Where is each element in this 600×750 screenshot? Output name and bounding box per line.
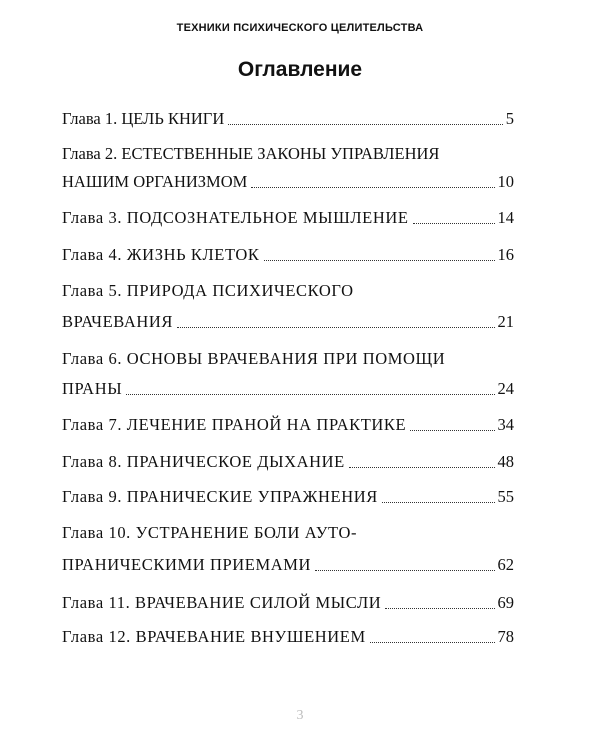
toc-chapter-label: Глава 11. <box>62 593 131 612</box>
toc-leader-dots <box>126 394 494 395</box>
toc-chapter-label: Глава 4. <box>62 245 123 264</box>
toc-entry-chapter-3[interactable] <box>62 206 514 230</box>
toc-chapter-title: ЛЕЧЕНИЕ ПРАНОЙ НА ПРАКТИКЕ <box>126 415 407 434</box>
toc-entry-chapter-5-continued[interactable] <box>62 310 514 334</box>
toc-entry-chapter-5[interactable] <box>62 279 514 303</box>
toc-chapter-title: ПРИРОДА ПСИХИЧЕСКОГО <box>126 281 354 300</box>
toc-chapter-label: Глава 12. <box>62 627 131 646</box>
toc-entry-chapter-2[interactable] <box>62 142 514 166</box>
toc-leader-dots <box>264 260 495 261</box>
toc-entry-chapter-10-continued[interactable] <box>62 553 514 577</box>
toc-entry-chapter-6-continued[interactable] <box>62 377 514 401</box>
toc-leader-dots <box>315 570 494 571</box>
toc-chapter-title: УСТРАНЕНИЕ БОЛИ АУТО- <box>135 523 358 542</box>
toc-chapter-title: ВРАЧЕВАНИЕ ВНУШЕНИЕМ <box>135 627 366 646</box>
toc-leader-dots <box>228 124 503 125</box>
toc-page-number: 55 <box>497 487 514 506</box>
toc-chapter-title: ПОДСОЗНАТЕЛЬНОЕ МЫШЛЕНИЕ <box>126 208 409 227</box>
toc-entry-chapter-7[interactable] <box>62 413 514 437</box>
toc-leader-dots <box>382 502 495 503</box>
toc-chapter-title: ПРАНИЧЕСКОЕ ДЫХАНИЕ <box>126 452 345 471</box>
toc-leader-dots <box>370 642 495 643</box>
toc-leader-dots <box>349 467 495 468</box>
toc-chapter-title-continued: ПРАНЫ <box>62 379 123 398</box>
running-header: ТЕХНИКИ ПСИХИЧЕСКОГО ЦЕЛИТЕЛЬСТВА <box>176 22 424 34</box>
toc-entry-chapter-8[interactable] <box>62 450 514 474</box>
toc-chapter-label: Глава 5. <box>62 281 123 300</box>
page-number: 3 <box>296 708 304 723</box>
toc-chapter-title: ВРАЧЕВАНИЕ СИЛОЙ МЫСЛИ <box>135 593 382 612</box>
toc-chapter-title: ЕСТЕСТВЕННЫЕ ЗАКОНЫ УПРАВЛЕНИЯ <box>121 144 440 163</box>
toc-chapter-label: Глава 3. <box>62 208 123 227</box>
toc-entry-chapter-6[interactable] <box>62 347 514 371</box>
page-title: Оглавление <box>237 58 363 81</box>
toc-entry-chapter-2-continued[interactable] <box>62 170 514 194</box>
toc-page-number: 21 <box>497 312 514 331</box>
toc-page-number: 14 <box>497 208 514 227</box>
toc-page-number: 34 <box>497 415 514 434</box>
toc-page-number: 48 <box>497 452 514 471</box>
toc-page-number: 62 <box>497 555 514 574</box>
toc-page-number: 10 <box>497 172 514 191</box>
toc-entry-chapter-4[interactable] <box>62 243 514 267</box>
toc-entry-chapter-9[interactable] <box>62 485 514 509</box>
toc-entry-chapter-1[interactable] <box>62 107 514 131</box>
toc-chapter-label: Глава 6. <box>62 349 123 368</box>
toc-chapter-label: Глава 7. <box>62 415 123 434</box>
toc-chapter-label: Глава 2. <box>62 144 118 163</box>
toc-page-number: 16 <box>497 245 514 264</box>
toc-leader-dots <box>385 608 494 609</box>
toc-page-number: 24 <box>497 379 514 398</box>
toc-entry-chapter-10[interactable] <box>62 521 514 545</box>
toc-chapter-label: Глава 8. <box>62 452 123 471</box>
toc-page-number: 78 <box>497 627 514 646</box>
toc-chapter-label: Глава 1. <box>62 109 118 128</box>
toc-page-number: 5 <box>505 109 514 128</box>
toc-leader-dots <box>251 187 494 188</box>
toc-chapter-title: ЦЕЛЬ КНИГИ <box>121 109 225 128</box>
toc-entry-chapter-12[interactable] <box>62 625 514 649</box>
toc-chapter-label: Глава 10. <box>62 523 131 542</box>
toc-entry-chapter-11[interactable] <box>62 591 514 615</box>
toc-chapter-title: ПРАНИЧЕСКИЕ УПРАЖНЕНИЯ <box>126 487 378 506</box>
toc-leader-dots <box>177 327 494 328</box>
toc-leader-dots <box>413 223 495 224</box>
toc-chapter-title-continued: ПРАНИЧЕСКИМИ ПРИЕМАМИ <box>62 555 312 574</box>
toc-chapter-label: Глава 9. <box>62 487 123 506</box>
toc-chapter-title-continued: ВРАЧЕВАНИЯ <box>62 312 174 331</box>
toc-chapter-title: ЖИЗНЬ КЛЕТОК <box>126 245 260 264</box>
toc-chapter-title: ОСНОВЫ ВРАЧЕВАНИЯ ПРИ ПОМОЩИ <box>126 349 446 368</box>
toc-page-number: 69 <box>497 593 514 612</box>
toc-leader-dots <box>410 430 494 431</box>
toc-chapter-title-continued: НАШИМ ОРГАНИЗМОМ <box>62 172 248 191</box>
